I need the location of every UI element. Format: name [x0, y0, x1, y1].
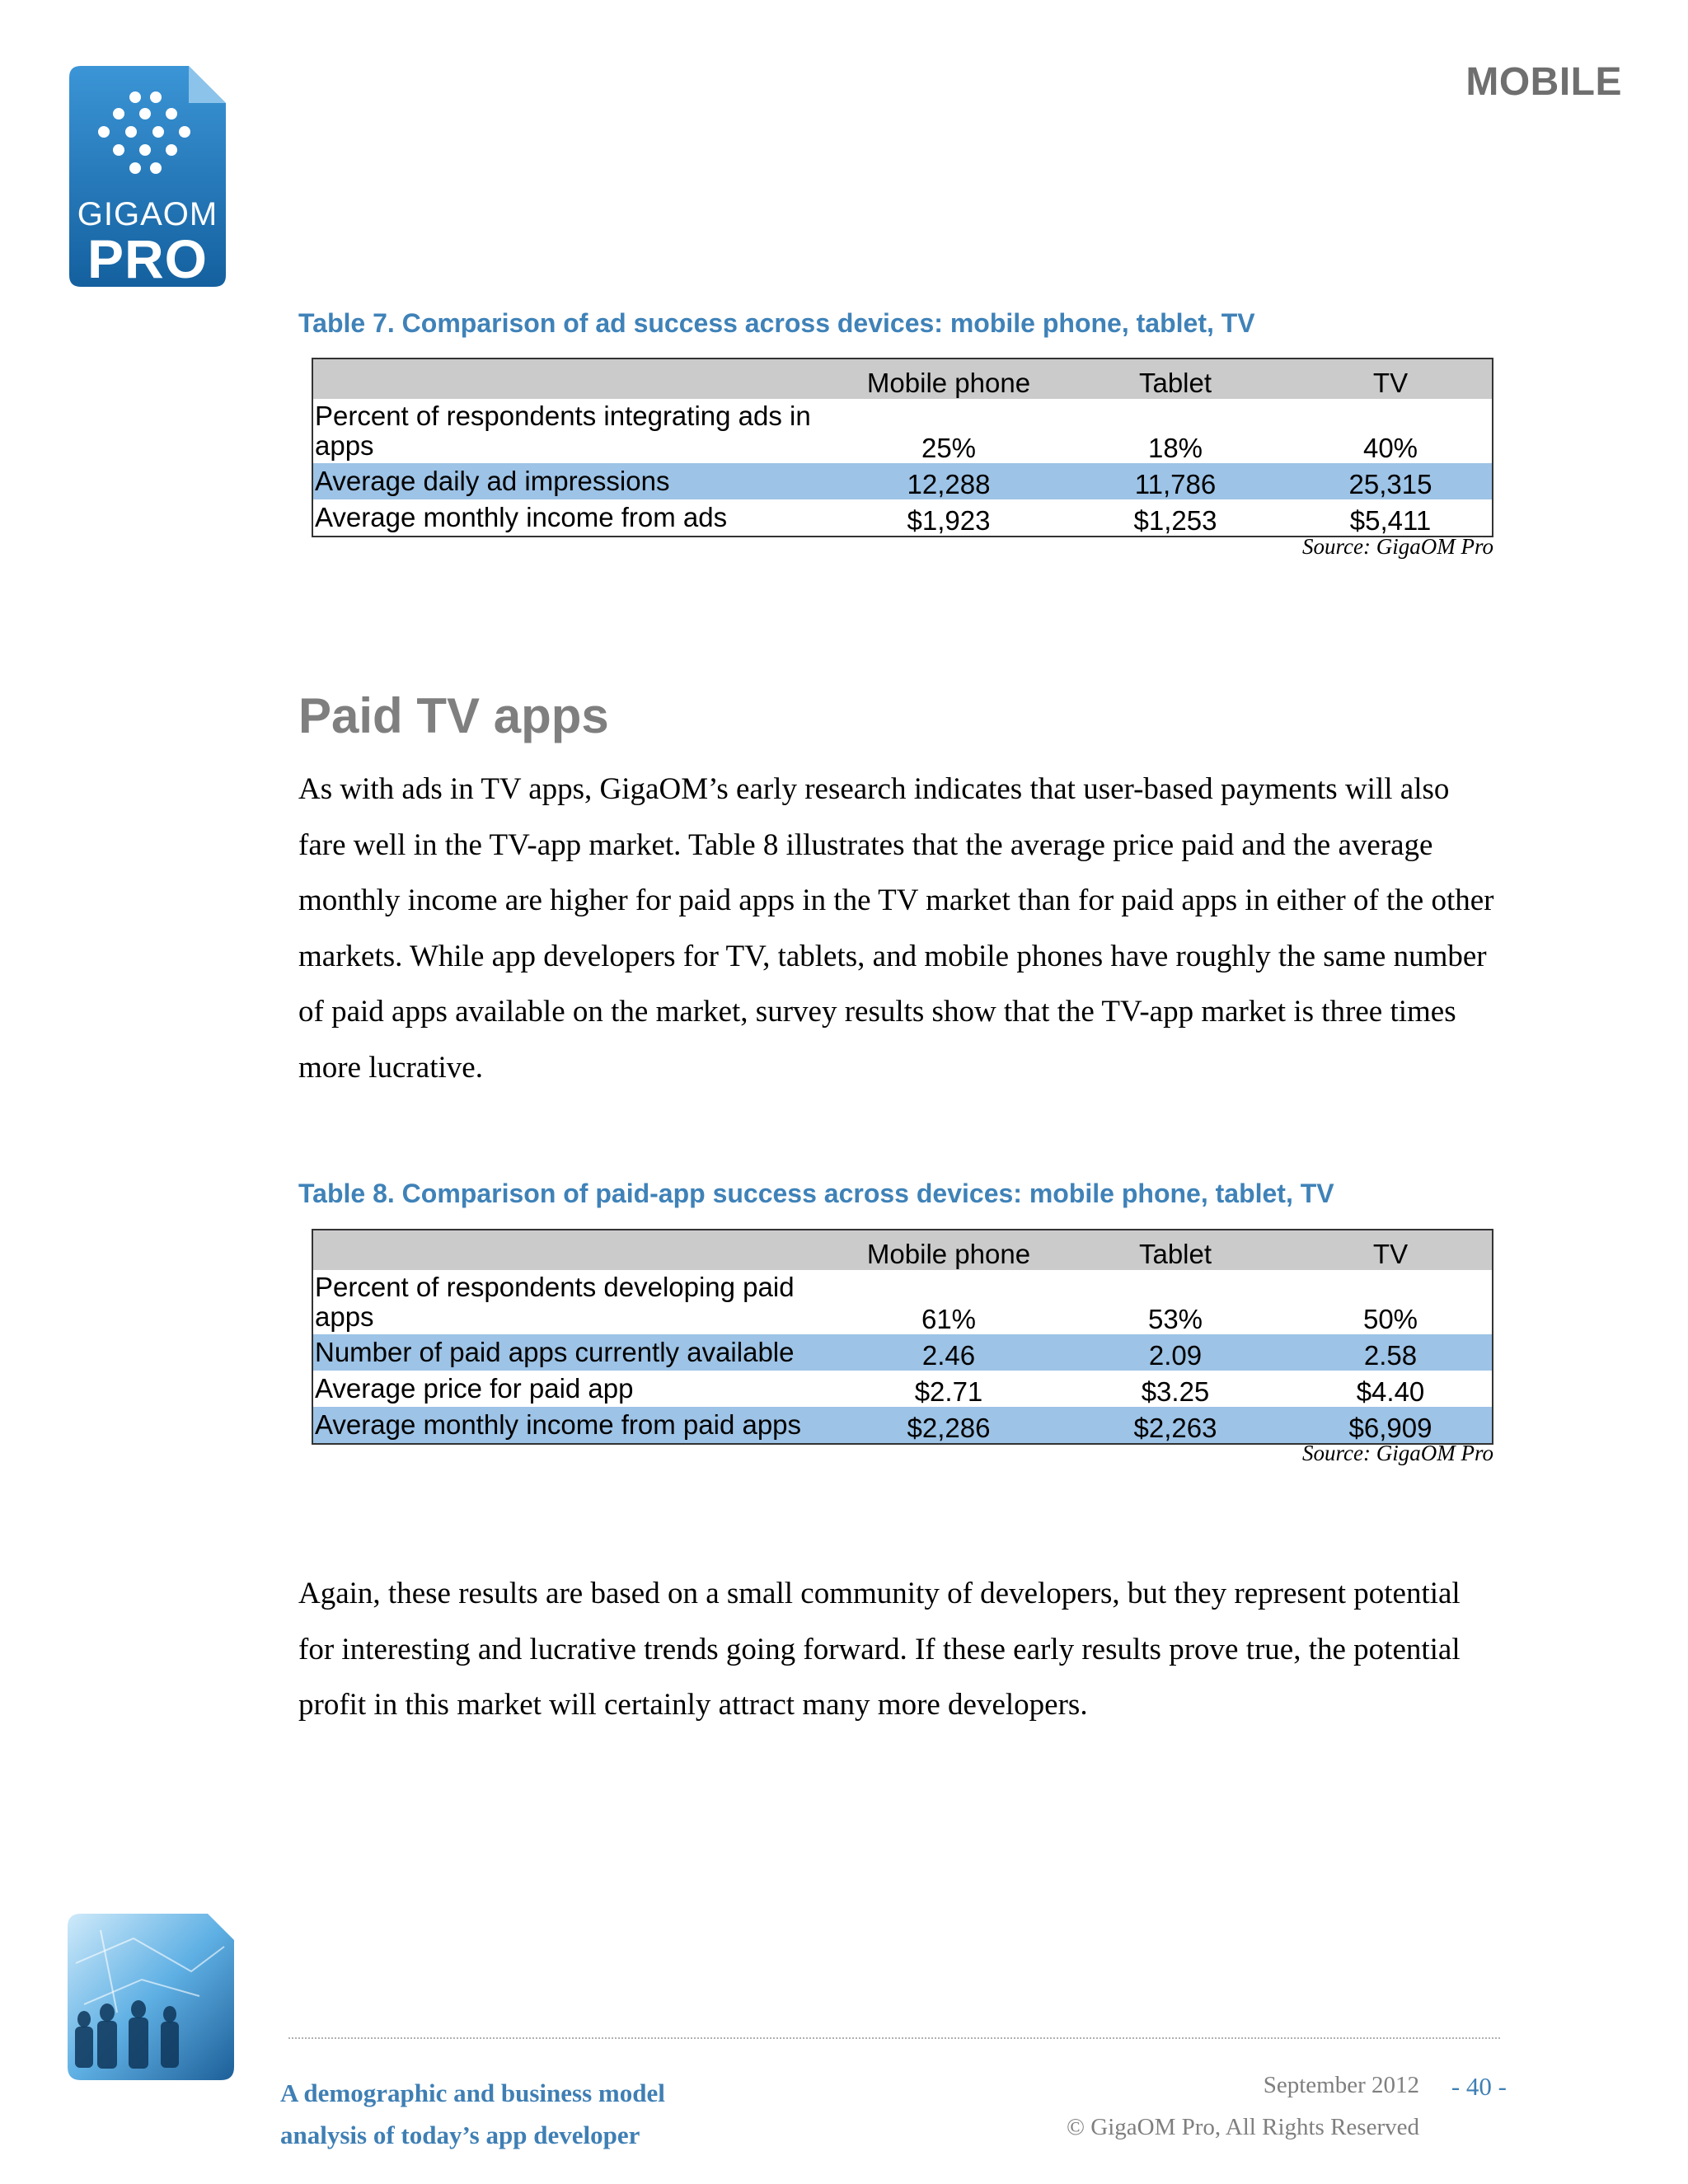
footer-report-title: [280, 2072, 665, 2156]
table-cell: $6,909: [1289, 1407, 1493, 1444]
body-paragraph: As with ads in TV apps, GigaOM’s early research indicates that user-based payments will also fare well in the TV-app market. Table 8 illustrates that the average price paid and the average monthly income are higher for paid apps in the TV market than for paid apps in either of the other markets. While app developers for TV, tablets, and mobile phones have roughly the same number of paid apps available on the market, survey results show that the TV-app market is three times more lucrative.: [298, 772, 1494, 1085]
table-cell: 18%: [1062, 399, 1289, 463]
row-label: Percent of respondents developing paid apps: [312, 1270, 836, 1334]
body-paragraph: Again, these results are based on a small community of developers, but they represent potential for interesting and lucrative trends going forward. If these early results prove true, the potential profit in this market will certainly attract many more developers.: [298, 1577, 1461, 1722]
table-cell: $5,411: [1289, 499, 1493, 537]
table-header-cell: [312, 1230, 836, 1270]
table-row: [312, 1270, 1493, 1334]
table-header-cell: [312, 359, 836, 399]
table-cell: 11,786: [1062, 463, 1289, 499]
table-header-cell: TV: [1289, 1230, 1493, 1270]
row-label: Average price for paid app: [312, 1371, 836, 1407]
footer-copyright: © GigaOM Pro, All Rights Reserved: [1066, 2114, 1419, 2140]
logo-wordmark-pro: PRO: [87, 228, 209, 289]
table-header-cell: Tablet: [1062, 359, 1289, 399]
table-cell: 61%: [836, 1270, 1062, 1334]
table-row: [312, 1371, 1493, 1407]
table-row: [312, 1334, 1493, 1371]
table-cell: $1,923: [836, 499, 1062, 537]
row-label: Percent of respondents integrating ads in apps: [312, 399, 836, 463]
table8-source: Source: GigaOM Pro: [1302, 1441, 1493, 1465]
row-label: Average monthly income from paid apps: [312, 1407, 836, 1444]
table-header-row: [312, 1230, 1493, 1270]
section-label: MOBILE: [1465, 60, 1622, 104]
footer-title-line: analysis of today’s app developer: [280, 2121, 640, 2149]
table-cell: 25,315: [1289, 463, 1493, 499]
table-cell: 2.09: [1062, 1334, 1289, 1371]
table-cell: $4.40: [1289, 1371, 1493, 1407]
table-row: [312, 499, 1493, 537]
table-cell: 50%: [1289, 1270, 1493, 1334]
table-cell: 12,288: [836, 463, 1062, 499]
logo-wordmark-gigaom: GIGAOM: [77, 196, 218, 232]
table-cell: $2,286: [836, 1407, 1062, 1444]
table7-source: Source: GigaOM Pro: [1302, 534, 1493, 559]
table-cell: $2,263: [1062, 1407, 1289, 1444]
page-number: - 40 -: [1451, 2072, 1507, 2101]
table-cell: $3.25: [1062, 1371, 1289, 1407]
footer-title-line: A demographic and business model: [280, 2079, 665, 2107]
row-label: Number of paid apps currently available: [312, 1334, 836, 1371]
table-row: [312, 1407, 1493, 1444]
table-cell: 53%: [1062, 1270, 1289, 1334]
table-cell: 2.46: [836, 1334, 1062, 1371]
table-row: [312, 399, 1493, 463]
table-cell: 25%: [836, 399, 1062, 463]
footer-date: September 2012: [1263, 2072, 1419, 2098]
table-cell: 2.58: [1289, 1334, 1493, 1371]
table-row: [312, 463, 1493, 499]
footer-divider: [288, 2037, 1500, 2039]
row-label: Average monthly income from ads: [312, 499, 836, 537]
section-heading: Paid TV apps: [298, 688, 609, 743]
row-label: Average daily ad impressions: [312, 463, 836, 499]
table-header-cell: Mobile phone: [836, 359, 1062, 399]
footer-thumbnail-image: [68, 1914, 234, 2080]
table-header-cell: TV: [1289, 359, 1493, 399]
table-header-row: [312, 359, 1493, 399]
table-cell: 40%: [1289, 399, 1493, 463]
table8: [312, 1229, 1493, 1445]
table-header-cell: Tablet: [1062, 1230, 1289, 1270]
business-people-photo-icon: [68, 1914, 234, 2080]
table-cell: $1,253: [1062, 499, 1289, 537]
table8-caption: Table 8. Comparison of paid-app success across devices: mobile phone, tablet, TV: [298, 1179, 1334, 1208]
table7-caption: Table 7. Comparison of ad success across devices: mobile phone, tablet, TV: [298, 308, 1255, 338]
table7: [312, 358, 1493, 537]
table-header-cell: Mobile phone: [836, 1230, 1062, 1270]
table-cell: $2.71: [836, 1371, 1062, 1407]
gigaom-pro-logo: [69, 66, 226, 287]
